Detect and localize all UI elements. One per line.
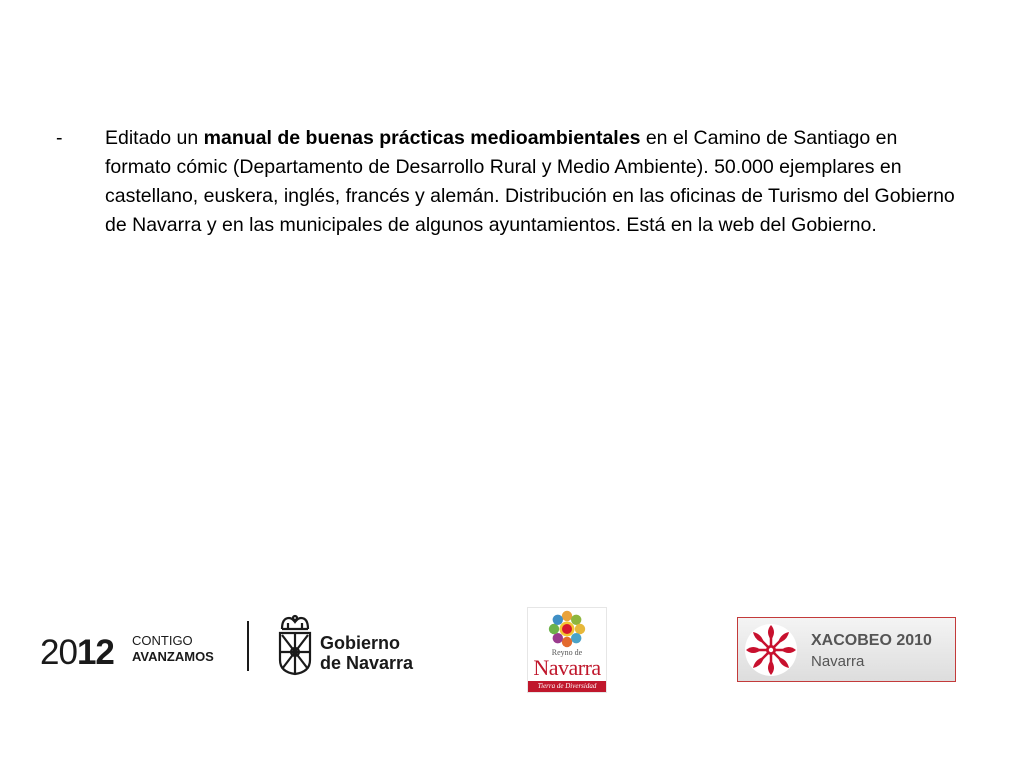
bullet-text-bold: manual de buenas prácticas medioambientales [203,127,641,149]
logo-reyno-tagline: Tierra de Diversidad [537,682,597,690]
logo-reyno-small: Reyno de [551,648,583,657]
reyno-flower-icon [542,610,592,648]
logo-gobierno-line2: de Navarra [320,653,414,673]
logo-2012-year [40,634,114,672]
xacobeo-cross-icon [740,620,802,679]
logo-xacobeo-title: XACOBEO 2010 [811,632,932,649]
logo-2012-line1: CONTIGO [132,633,193,648]
logo-2012-line2: AVANZAMOS [132,649,214,664]
bullet-text-rest: en el Camino de Santiago en formato cómic (Departamento de Desarrollo Rural y Medio Ambiente). 50.000 ejemplares en castellano, euskera, inglés, francés y alemán. Distribución en las oficinas de Turismo del Gobierno de Navarra y en las municipales de algunos ayuntamientos. Está en la web del Gobierno. [105,127,955,236]
logo-reyno-de-navarra [527,607,607,693]
logo-2012-contigo-avanzamos [40,630,240,676]
logo-gobierno-line1: Gobierno [320,633,400,653]
bullet-text-intro: Editado un [105,127,204,149]
logo-divider [247,621,249,671]
logo-gobierno-navarra [276,614,436,676]
bullet-marker: - [56,127,63,149]
navarra-chains-crown-icon [276,614,314,676]
bullet-item [50,124,960,240]
bullet-text [105,124,960,240]
logo-reyno-main: Navarra [533,655,601,680]
logo-2012-year-part1: 20 [40,633,77,672]
logo-gobierno-text [320,633,413,673]
logo-xacobeo-2010 [737,617,956,682]
logo-xacobeo-subtitle: Navarra [811,653,865,670]
logo-2012-year-part2: 12 [76,633,114,672]
